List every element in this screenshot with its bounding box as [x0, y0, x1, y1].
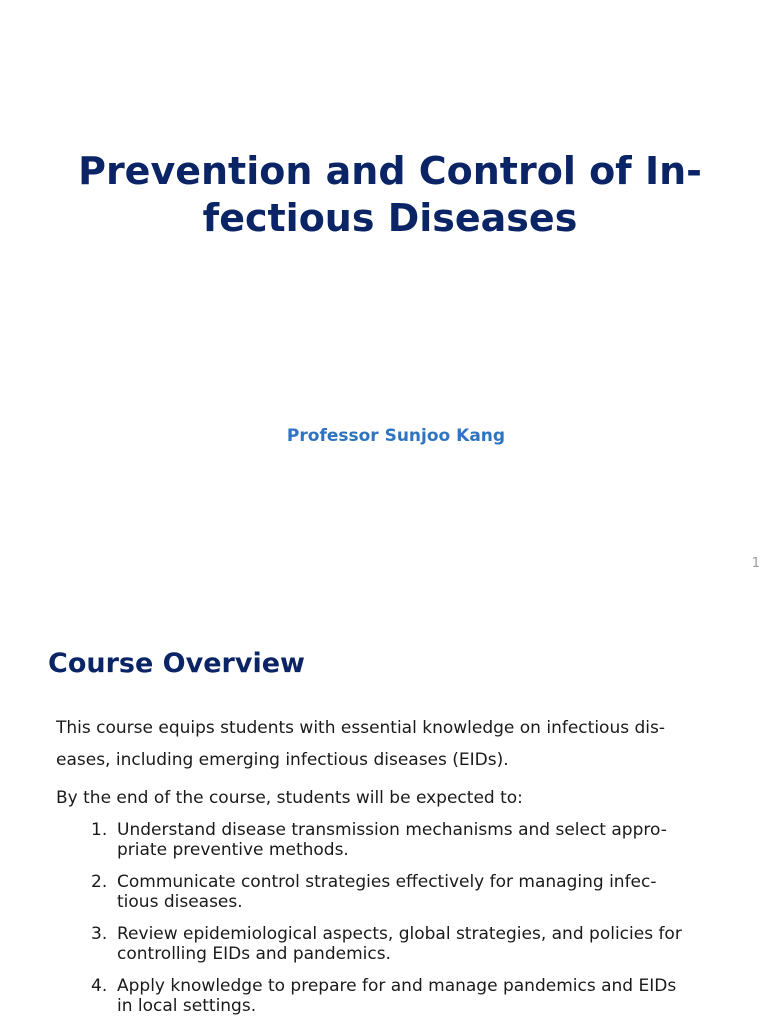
author-name: Professor Sunjoo Kang — [286, 426, 506, 446]
objective-number: 4. — [91, 976, 108, 996]
objective-line: Communicate control strategies effectively for managing infec- — [117, 872, 657, 892]
objectives-list — [85, 820, 725, 1024]
objective-item — [85, 820, 725, 860]
page-number: 1 — [751, 556, 760, 571]
slide-title-line: Prevention and Control of In- — [78, 149, 702, 193]
slide-title — [40, 148, 740, 242]
objective-number: 3. — [91, 924, 108, 944]
objective-line: in local settings. — [117, 996, 257, 1016]
objective-number: 1. — [91, 820, 108, 840]
intro-paragraph — [56, 712, 716, 776]
intro-line: This course equips students with essential knowledge on infectious dis- — [56, 718, 665, 738]
objective-line: Understand disease transmission mechanisms and select appro- — [117, 820, 667, 840]
objective-line: priate preventive methods. — [117, 840, 349, 860]
objective-item — [85, 924, 725, 964]
objective-line: tious diseases. — [117, 892, 243, 912]
objective-item — [85, 872, 725, 912]
objective-line: controlling EIDs and pandemics. — [117, 944, 391, 964]
objective-line: Review epidemiological aspects, global strategies, and policies for — [117, 924, 682, 944]
slide-title-line: fectious Diseases — [202, 196, 578, 240]
objectives-lead: By the end of the course, students will be expected to: — [56, 788, 523, 808]
section-heading: Course Overview — [48, 648, 305, 679]
objective-number: 2. — [91, 872, 108, 892]
objective-item — [85, 976, 725, 1016]
intro-line: eases, including emerging infectious diseases (EIDs). — [56, 750, 509, 770]
course-overview-slide — [0, 600, 768, 1024]
objective-line: Apply knowledge to prepare for and manage pandemics and EIDs — [117, 976, 677, 996]
